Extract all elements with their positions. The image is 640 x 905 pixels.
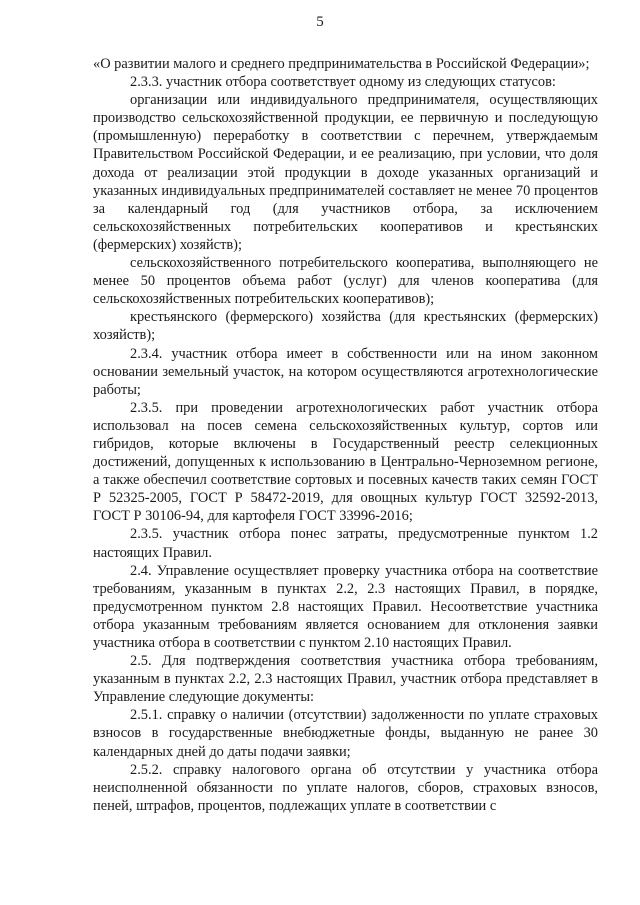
paragraph: организации или индивидуального предпринимателя, осуществляющих производство сельскохозяйственной продукции, ее первичную и последующую (промышленную) переработку в соответствии с перечнем, утверждаемым Правительством Российской Федерации, и ее реализацию, при условии, что доля дохода от реализации этой продукции в доходе указанных организаций и указанных индивидуальных предпринимателей составляет не менее 70 процентов за календарный год (для участников отбора, за исключением сельскохозяйственных потребительских кооперативов и крестьянских (фермерских) хозяйств); — [93, 92, 598, 253]
document-body — [93, 55, 598, 815]
paragraph: «О развитии малого и среднего предпринимательства в Российской Федерации»; — [93, 56, 590, 72]
paragraph: 2.3.3. участник отбора соответствует одному из следующих статусов: — [130, 74, 556, 91]
paragraph: 2.4. Управление осуществляет проверку участника отбора на соответствие требованиям, указанным в пунктах 2.2, 2.3 настоящих Правил, в порядке, предусмотренном пунктом 2.8 настоящих Правил. Несоответствие участника отбора указанным требованиям является основанием для отклонения заявки участника отбора в соответствии с пунктом 2.10 настоящих Правил. — [93, 562, 598, 651]
paragraph: крестьянского (фермерского) хозяйства (для крестьянских (фермерских) хозяйств); — [93, 309, 598, 344]
paragraph: 2.5. Для подтверждения соответствия участника отбора требованиям, указанным в пунктах 2.2, 2.3 настоящих Правил, участник отбора представляет в Управление следующие документы: — [93, 653, 598, 706]
paragraph: 2.5.2. справку налогового органа об отсутствии у участника отбора неисполненной обязанности по уплате налогов, сборов, страховых взносов, пеней, штрафов, процентов, подлежащих уплате в соответствии с — [93, 761, 598, 814]
paragraph: 2.3.4. участник отбора имеет в собственности или на ином законном основании земельный участок, на котором осуществляются агротехнологические работы; — [93, 345, 598, 398]
page-number: 5 — [316, 14, 324, 30]
paragraph: сельскохозяйственного потребительского кооператива, выполняющего не менее 50 процентов объема работ (услуг) для членов кооператива (для сельскохозяйственных потребительских кооперативов); — [93, 255, 598, 308]
paragraph: 2.5.1. справку о наличии (отсутствии) задолженности по уплате страховых взносов в государственные внебюджетные фонды, выданную не ранее 30 календарных дней до даты подачи заявки; — [93, 707, 598, 760]
paragraph: 2.3.5. при проведении агротехнологических работ участник отбора использовал на посев семена сельскохозяйственных культур, сортов или гибридов, которые включены в Государственный реестр селекционных достижений, допущенных к использованию в Центрально-Черноземном регионе, а также обеспечил соответствие сортовых и посевных качеств таких семян ГОСТ Р 52325-2005, ГОСТ Р 58472-2019, для овощных культур ГОСТ 32592-2013, ГОСТ Р 30106-94, для картофеля ГОСТ 33996-2016; — [93, 399, 598, 525]
paragraph: 2.3.5. участник отбора понес затраты, предусмотренные пунктом 1.2 настоящих Правил. — [93, 526, 598, 561]
